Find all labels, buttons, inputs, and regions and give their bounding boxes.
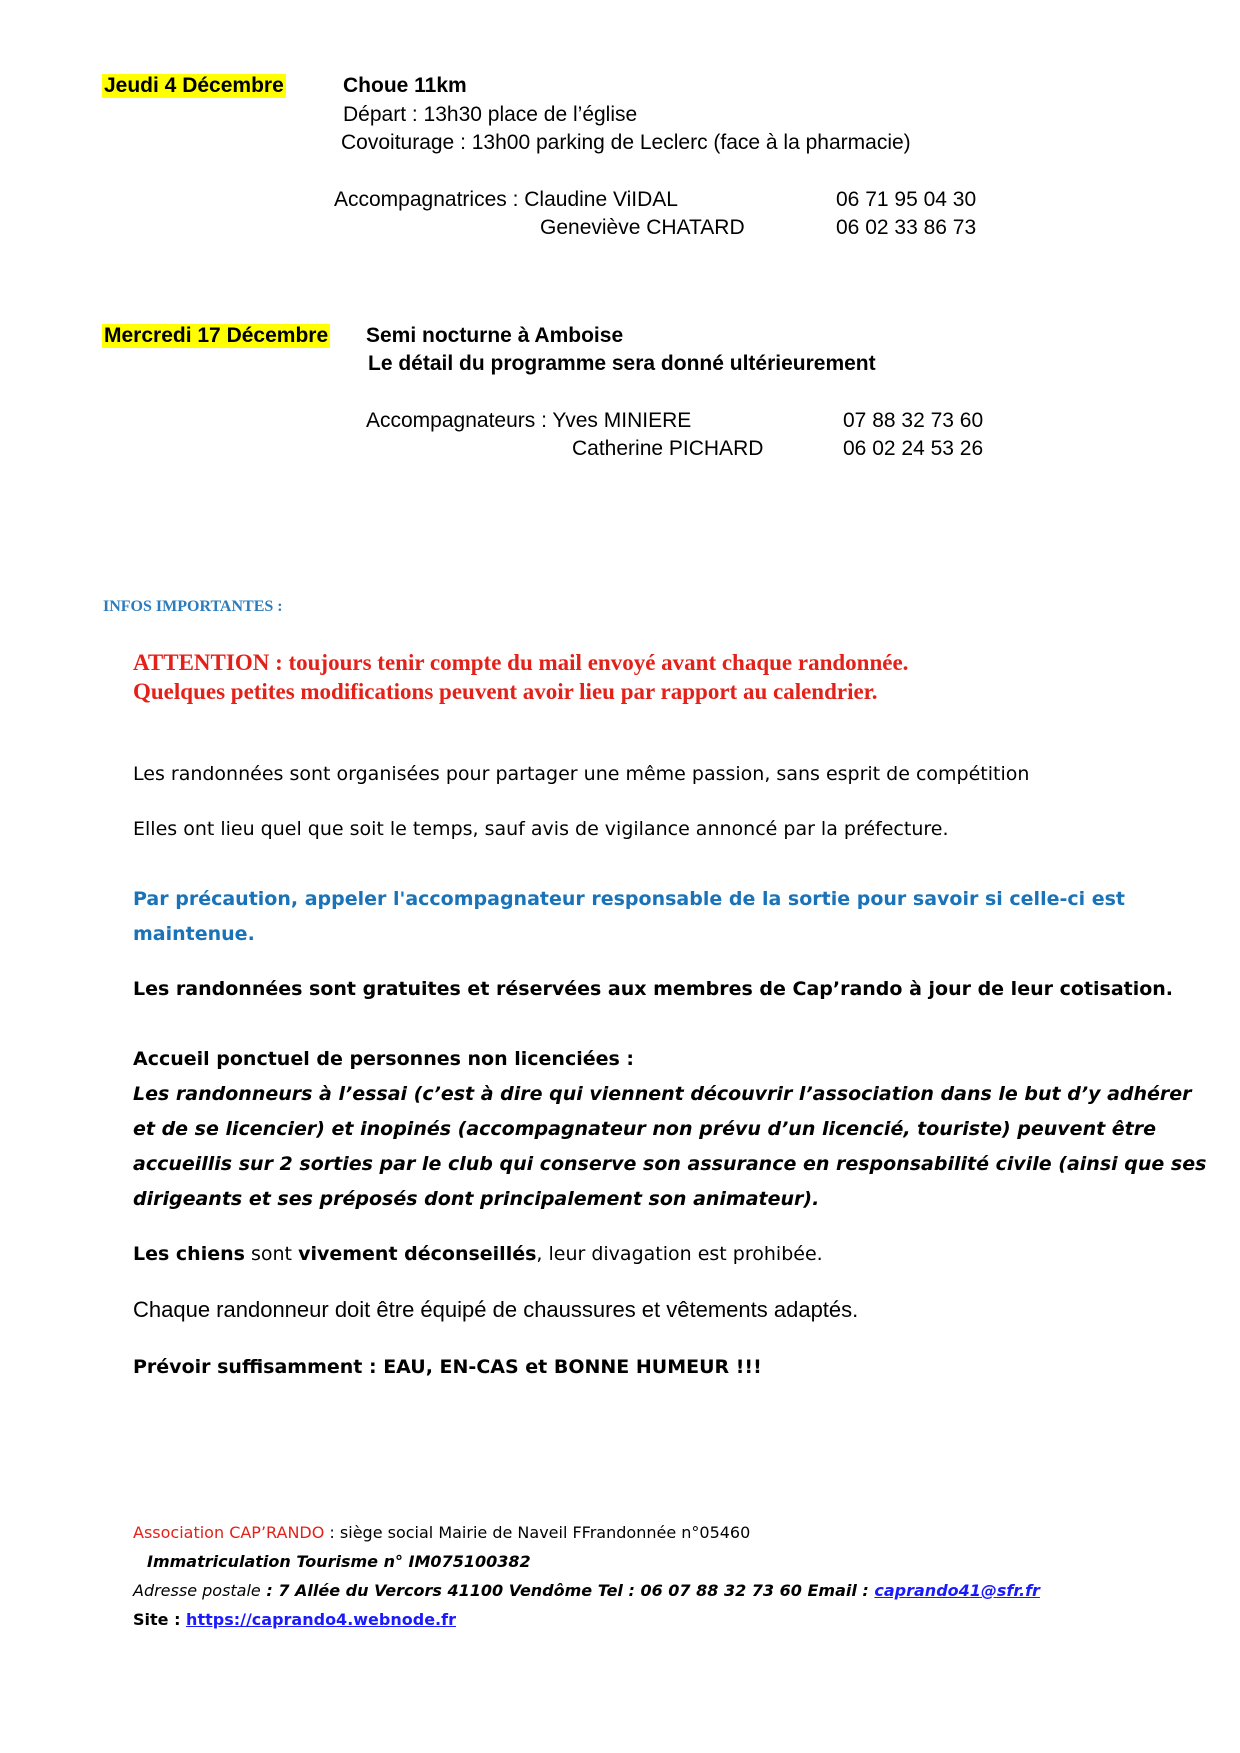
footer-adresse <box>133 1576 1040 1605</box>
event2-detail: Le détail du programme sera donné ultérieurement <box>368 352 876 375</box>
event1-guides-label: Accompagnatrices : Claudine ViIDAL <box>334 188 678 211</box>
footer-site-label: Site : <box>133 1610 187 1629</box>
chiens-verb: sont <box>244 1243 299 1265</box>
infos-title: INFOS IMPORTANTES : <box>103 598 283 615</box>
accueil-line-3: accueillis sur 2 sorties par le club qui conserve son assurance en responsabilité civile (ainsi que ses <box>133 1153 1207 1175</box>
gratuites-paragraph: Les randonnées sont gratuites et réservées aux membres de Cap’rando à jour de leur cotisation. <box>133 978 1174 1000</box>
footer-association <box>133 1518 750 1547</box>
info-paragraph-2: Elles ont lieu quel que soit le temps, sauf avis de vigilance annoncé par la préfecture. <box>133 818 949 840</box>
accueil-title: Accueil ponctuel de personnes non licenciées : <box>133 1048 635 1070</box>
chiens-paragraph <box>133 1237 823 1272</box>
accueil-line-2: et de se licencier) et inopinés (accompagnateur non prévu d’un licencié, touriste) peuvent être <box>133 1118 1157 1140</box>
event1-covoiturage: Covoiturage : 13h00 parking de Leclerc (face à la pharmacie) <box>341 131 911 154</box>
event2-date: Mercredi 17 Décembre <box>104 324 329 347</box>
chiens-end: , leur divagation est prohibée. <box>536 1243 823 1265</box>
footer-immatriculation: Immatriculation Tourisme n° IM075100382 <box>147 1552 531 1571</box>
footer-email-link[interactable]: caprando41@sfr.fr <box>874 1581 1040 1600</box>
event1-title: Choue 11km <box>343 74 467 97</box>
chiens-emphasis: vivement déconseillés <box>298 1243 537 1265</box>
footer-adresse-label: Adresse postale <box>133 1581 261 1600</box>
footer-site <box>133 1605 456 1634</box>
accueil-line-1: Les randonneurs à l’essai (c’est à dire qui viennent découvrir l’association dans le but d’y adhérer <box>133 1083 1192 1105</box>
footer-site-link[interactable]: https://caprando4.webnode.fr <box>186 1610 456 1629</box>
event2-guide2-name: Catherine PICHARD <box>572 437 764 460</box>
equipement-paragraph: Chaque randonneur doit être équipé de chaussures et vêtements adaptés. <box>133 1297 859 1322</box>
prevoir-paragraph: Prévoir suffisamment : EAU, EN-CAS et BONNE HUMEUR !!! <box>133 1356 762 1378</box>
event2-guides-label: Accompagnateurs : Yves MINIERE <box>366 409 692 432</box>
precaution-line-1: Par précaution, appeler l'accompagnateur responsable de la sortie pour savoir si celle-ci est <box>133 888 1126 910</box>
event1-date: Jeudi 4 Décembre <box>104 74 284 97</box>
event2-guide1-phone: 07 88 32 73 60 <box>843 409 984 432</box>
attention-line-2: Quelques petites modifications peuvent avoir lieu par rapport au calendrier. <box>133 679 878 704</box>
info-paragraph-1: Les randonnées sont organisées pour partager une même passion, sans esprit de compétition <box>133 763 1030 785</box>
attention-line-1: ATTENTION : toujours tenir compte du mail envoyé avant chaque randonnée. <box>133 650 909 675</box>
chiens-subject: Les chiens <box>133 1243 245 1265</box>
event2-guide2-phone: 06 02 24 53 26 <box>843 437 984 460</box>
footer-assoc-rest: : siège social Mairie de Naveil FFrandonnée n°05460 <box>324 1523 751 1542</box>
event1-guide2-name: Geneviève CHATARD <box>540 216 745 239</box>
event1-guide1-phone: 06 71 95 04 30 <box>836 188 977 211</box>
event1-guide2-phone: 06 02 33 86 73 <box>836 216 977 239</box>
event1-depart: Départ : 13h30 place de l’église <box>343 103 638 126</box>
accueil-line-4: dirigeants et ses préposés dont principalement son animateur). <box>133 1188 820 1210</box>
footer-assoc-name: Association CAP’RANDO <box>133 1523 325 1542</box>
precaution-line-2: maintenue. <box>133 923 255 945</box>
footer-adresse-value: : 7 Allée du Vercors 41100 Vendôme Tel : 06 07 88 32 73 60 Email : <box>260 1581 875 1600</box>
event2-title: Semi nocturne à Amboise <box>366 324 624 347</box>
